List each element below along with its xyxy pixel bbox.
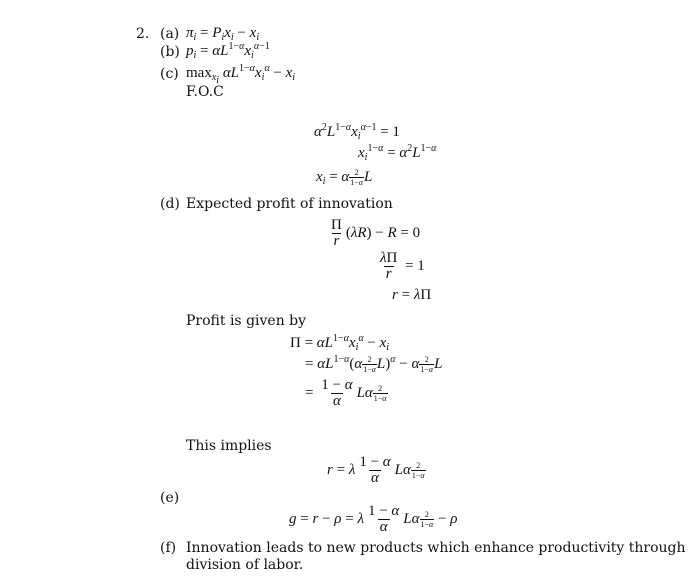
- profit-derivation-1: $\Pi = \alpha L^{1-\alpha}x_i^\alpha - x_i$: [290, 333, 390, 353]
- profit-equation-1: $\frac{\Pi}{r}$ (λR) − R = 0: [331, 217, 421, 249]
- foc-rhs: = 1: [380, 124, 400, 140]
- profit-derivation-2: = $\alpha L^{1-\alpha}(\alpha$ $\frac{2}{1-\alpha}$ L)$^\alpha$ − α $\frac{2}{1-\alpha}$ L: [305, 354, 443, 374]
- part-b-label: (b): [160, 44, 180, 60]
- d-heading: Expected profit of innovation: [186, 196, 393, 212]
- interest-rate-equation: r = λ $\frac{1 - \alpha}{\alpha}$ Lα $\frac{2}{1-\alpha}$: [327, 454, 425, 486]
- question-number: 2.: [136, 26, 150, 42]
- part-e-label: (e): [160, 490, 180, 506]
- part-f-label: (f): [160, 540, 177, 556]
- foc-equation-1: $\alpha^2L^{1-\alpha}x_i^{\alpha-1} = 1$: [314, 122, 400, 142]
- f-text-line-2: division of labor.: [186, 557, 304, 573]
- part-c-label: (c): [160, 66, 179, 82]
- growth-equation: g = r − ρ = λ $\frac{1 - \alpha}{\alpha}$ Lα $\frac{2}{1-\alpha}$ − ρ: [289, 503, 458, 535]
- part-a-label: (a): [160, 26, 180, 42]
- f-text-line-1: Innovation leads to new products which enhance productivity through: [186, 540, 686, 556]
- part-d-label: (d): [160, 196, 180, 212]
- equation-a: $\pi_i = P_ix_i - x_i$: [186, 25, 260, 43]
- foc-equation-2: $x_i^{1-\alpha} = \alpha^2L^{1-\alpha}$: [358, 143, 437, 163]
- foc-equation-3: $x_i = \alpha$ $\frac{2}{1-\alpha}$ L: [316, 168, 373, 187]
- profit-derivation-3: = $\frac{1 - \alpha}{\alpha}$ Lα $\frac{2}{1-\alpha}$: [305, 377, 387, 409]
- equation-b: $p_i = \alpha L^{1-\alpha}x_i^{\alpha-1}$: [186, 41, 270, 61]
- equation-c: $\max_{x_i} \alpha L^{1-\alpha}x_i^\alpha - x_i$: [186, 63, 296, 86]
- profit-equation-3: r = λΠ: [392, 287, 432, 303]
- profit-equation-2: $\frac{\lambda\Pi}{r}$ = 1: [380, 250, 425, 282]
- implies-text: This implies: [186, 438, 272, 454]
- foc-label: F.O.C: [186, 84, 224, 100]
- profit-text: Profit is given by: [186, 313, 307, 329]
- eq-zero: = 0: [400, 224, 421, 241]
